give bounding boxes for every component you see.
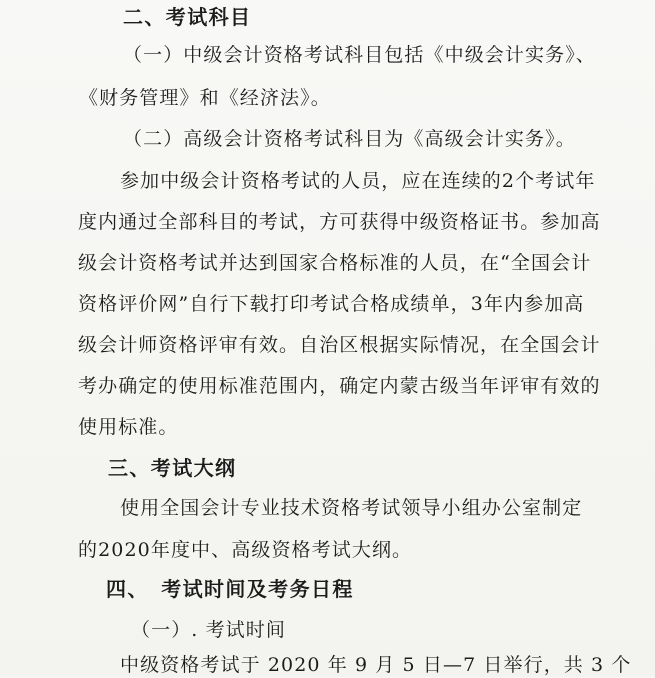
section-heading: 二、考试科目 [123, 5, 252, 29]
section-heading: 三、考试大纲 [108, 456, 237, 480]
paragraph-line: 《财务管理》和《经济法》。 [79, 87, 331, 109]
paragraph-line: 参加中级会计资格考试的人员，应在连续的2个考试年 [120, 170, 596, 192]
paragraph-line: 的2020年度中、高级资格考试大纲。 [78, 539, 413, 561]
paragraph-line: 使用标准。 [78, 416, 179, 438]
paragraph-line: （二）高级会计资格考试科目为《高级会计实务》。 [123, 128, 576, 150]
paragraph-line: 中级资格考试于 2020 年 9 月 5 日—7 日举行，共 3 个 [120, 654, 632, 676]
paragraph-line: 度内通过全部科目的考试，方可获得中级资格证书。参加高 [78, 211, 601, 233]
paragraph-line: （一）中级会计资格考试科目包括《中级会计实务》、 [123, 44, 596, 66]
section-number: 四、 [106, 577, 149, 601]
paragraph-line: 考办确定的使用标准范围内，确定内蒙古级当年评审有效的 [78, 375, 601, 397]
paragraph-line: 级会计师资格评审有效。自治区根据实际情况，在全国会计 [78, 334, 601, 356]
section-heading [106, 576, 655, 602]
section-title: 考试时间及考务日程 [161, 577, 354, 601]
paragraph-line: 资格评价网”自行下载打印考试合格成绩单，3年内参加高 [78, 293, 585, 315]
paragraph-line: 使用全国会计专业技术资格考试领导小组办公室制定 [120, 497, 583, 519]
paragraph-line: 级会计资格考试并达到国家合格标准的人员，在“全国会计 [78, 252, 592, 274]
subsection-heading: （一）. 考试时间 [131, 619, 286, 641]
